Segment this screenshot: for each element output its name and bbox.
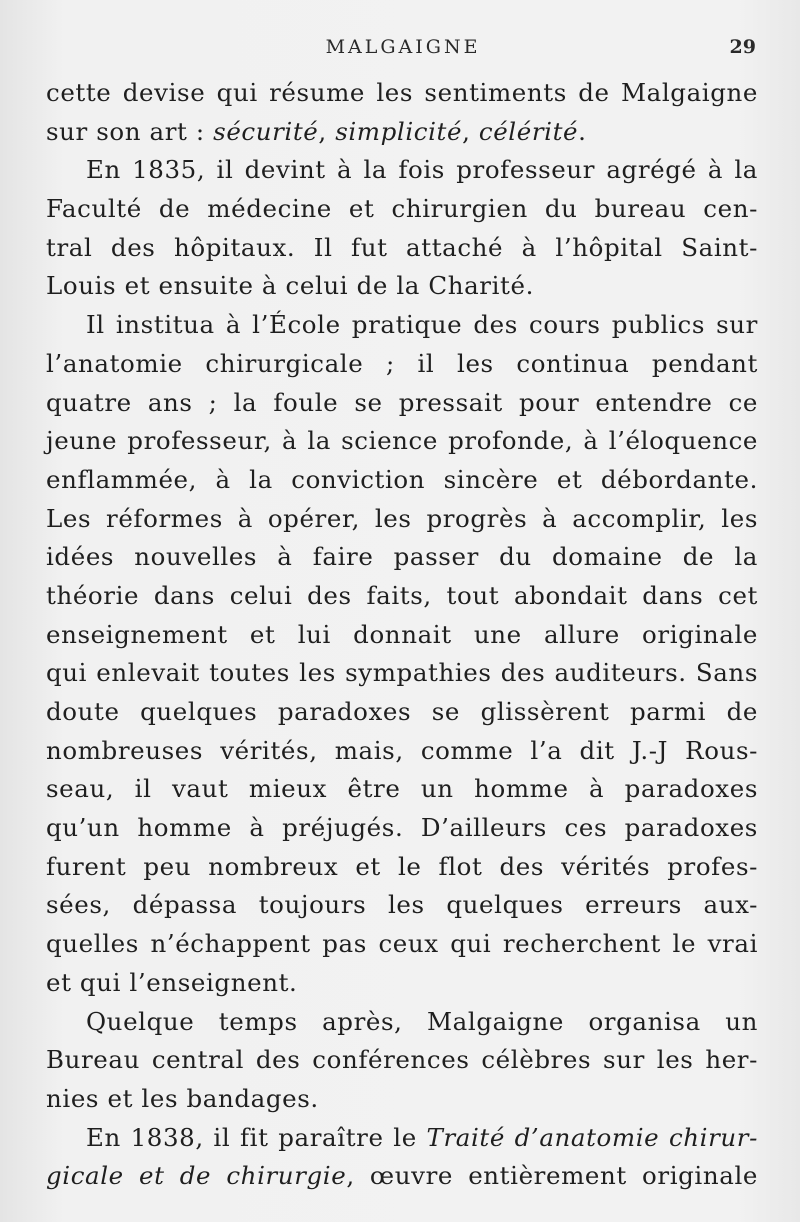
text-line (46, 1119, 758, 1158)
text-span: sur son art : (46, 116, 214, 146)
text-line (46, 538, 758, 577)
text-span: idées nouvelles à faire passer du domaine de la (46, 542, 758, 572)
text-span: jeune professeur, à la science profonde, à l’éloquence (46, 426, 758, 456)
text-line (46, 500, 758, 539)
text-line (46, 74, 758, 113)
text-span: seau, il vaut mieux être un homme à paradoxes (46, 774, 758, 804)
text-span: Les réformes à opérer, les progrès à accomplir, les (46, 503, 758, 533)
text-span: quelles n’échappent pas ceux qui recherchent le vrai (46, 929, 758, 959)
text-line (46, 886, 758, 925)
italic-text-span: gicale et de chirurgie (46, 1161, 347, 1191)
page-header (46, 36, 760, 66)
text-span: l’anatomie chirurgicale ; il les continua pendant (46, 348, 758, 378)
text-line (46, 1041, 758, 1080)
text-line (46, 306, 758, 345)
italic-text-span: célérité (478, 116, 579, 146)
text-line (46, 461, 758, 500)
text-span: , œuvre entièrement originale (346, 1161, 758, 1191)
text-line (46, 384, 758, 423)
text-span: Bureau central des conférences célèbres sur les her- (46, 1045, 758, 1075)
text-line (46, 654, 758, 693)
text-line (46, 809, 758, 848)
text-span: En 1838, il fit paraître le (86, 1122, 427, 1152)
text-line (46, 732, 758, 771)
text-span: sées, dépassa toujours les quelques erreurs aux- (46, 890, 758, 920)
text-span: doute quelques paradoxes se glissèrent parmi de (46, 697, 758, 726)
text-span: , (462, 116, 479, 146)
text-line (46, 190, 758, 229)
text-line (46, 113, 758, 152)
text-span: et qui l’enseignent. (46, 967, 298, 997)
text-line (46, 229, 758, 268)
page-number: 29 (729, 36, 756, 58)
text-span: qu’un homme à préjugés. D’ailleurs ces paradoxes (46, 813, 758, 843)
text-line (46, 1157, 758, 1196)
text-span: nombreuses vérités, mais, comme l’a dit J.-J Rous- (46, 735, 758, 765)
text-line (46, 964, 758, 1003)
text-line (46, 267, 758, 306)
text-span: Quelque temps après, Malgaigne organisa un (86, 1006, 758, 1036)
italic-text-span: Traité d’anatomie chirur- (426, 1122, 758, 1152)
text-span: Faculté de médecine et chirurgien du bureau cen- (46, 194, 758, 224)
text-line (46, 925, 758, 964)
text-line (46, 770, 758, 809)
text-span: Louis et ensuite à celui de la Charité. (46, 271, 534, 301)
text-line (46, 151, 758, 190)
text-line (46, 1003, 758, 1042)
text-line (46, 345, 758, 384)
text-span: théorie dans celui des faits, tout abondait dans cet (46, 580, 758, 610)
text-span: tral des hôpitaux. Il fut attaché à l’hôpital Saint- (46, 232, 758, 262)
text-line (46, 616, 758, 655)
italic-text-span: sécurité (213, 116, 319, 146)
text-span: quatre ans ; la foule se pressait pour entendre ce (46, 387, 758, 417)
text-line (46, 693, 758, 732)
body-text (46, 74, 758, 1196)
text-span: , (318, 116, 336, 146)
text-span: . (578, 116, 587, 146)
text-line (46, 848, 758, 887)
text-span: En 1835, il devint à la fois professeur agrégé à la (86, 155, 758, 185)
text-span: nies et les bandages. (46, 1083, 319, 1113)
text-line (46, 1080, 758, 1119)
text-span: Il institua à l’École pratique des cours publics sur (86, 310, 758, 340)
text-line (46, 577, 758, 616)
text-span: qui enlevait toutes les sympathies des auditeurs. Sans (46, 658, 758, 688)
text-span: enflammée, à la conviction sincère et débordante. (46, 464, 758, 494)
text-line (46, 422, 758, 461)
running-title: MALGAIGNE (325, 36, 481, 58)
text-span: enseignement et lui donnait une allure originale (46, 619, 758, 649)
text-span: cette devise qui résume les sentiments de Malgaigne (46, 78, 758, 107)
text-span: furent peu nombreux et le flot des vérités profes- (46, 851, 758, 881)
italic-text-span: simplicité (335, 116, 463, 146)
